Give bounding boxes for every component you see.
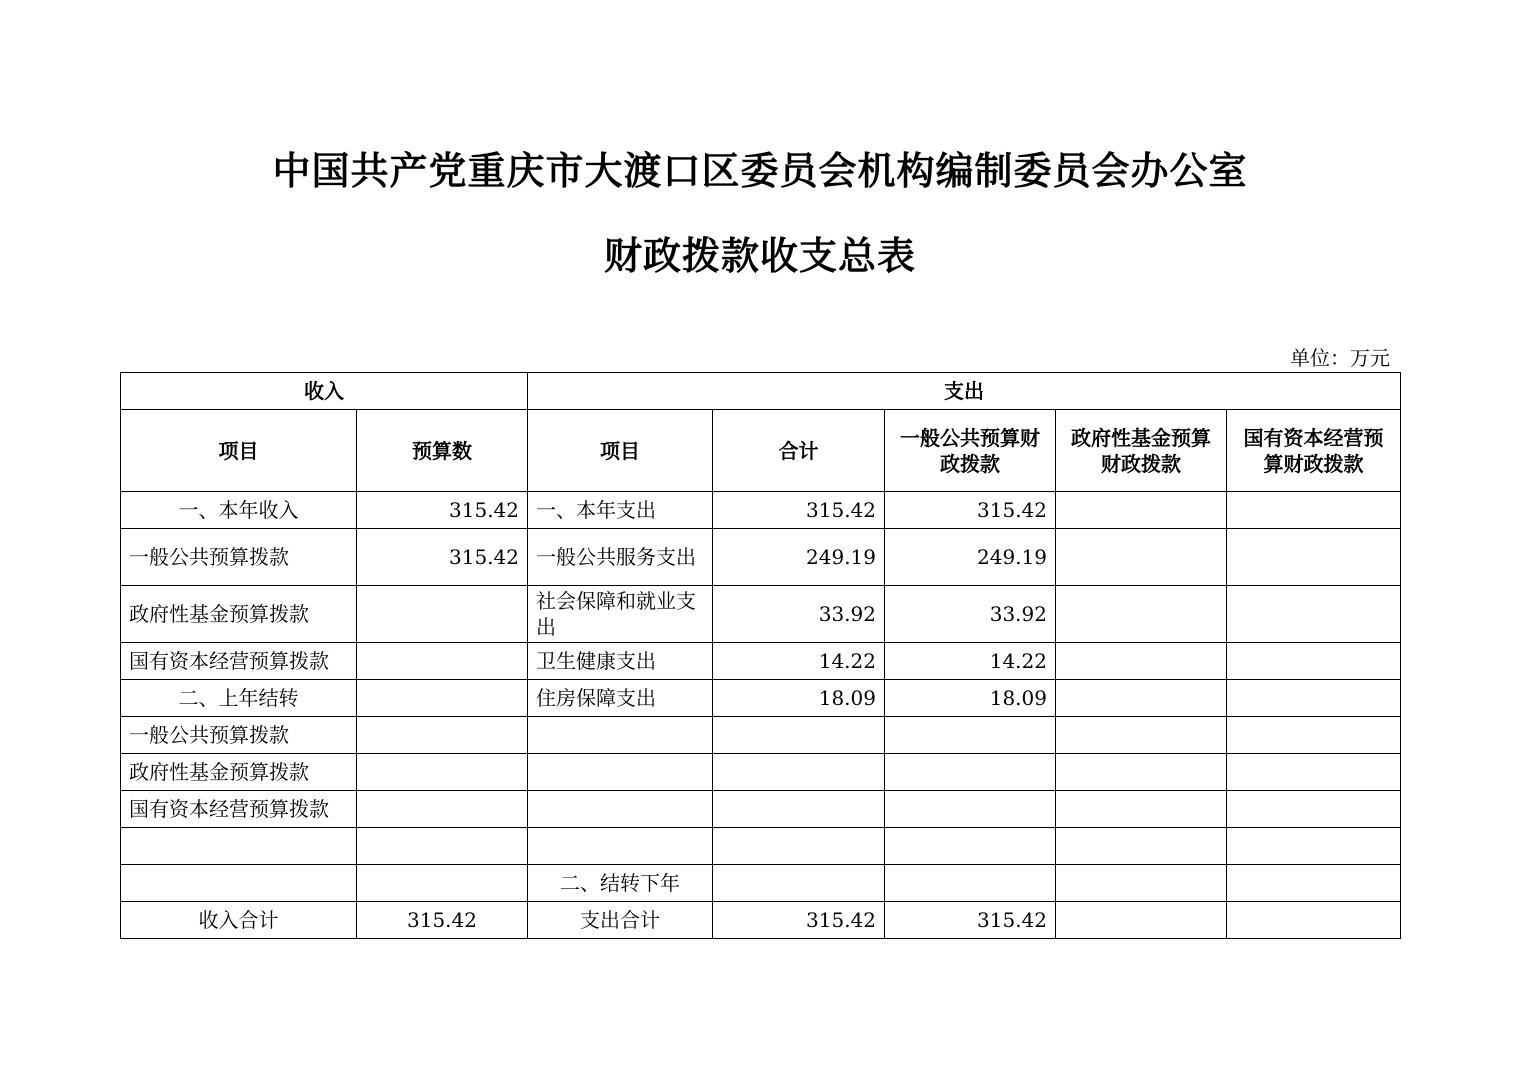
- expense-general: 14.22: [885, 643, 1056, 680]
- table-row: [121, 754, 1401, 791]
- expense-fund: [1056, 529, 1227, 586]
- expense-general: [885, 717, 1056, 754]
- expense-total-label: 支出合计: [528, 902, 713, 939]
- col-income-item: 项目: [121, 410, 357, 492]
- expense-general: 18.09: [885, 680, 1056, 717]
- expense-general: 249.19: [885, 529, 1056, 586]
- table-row: [121, 865, 1401, 902]
- expense-total: 315.42: [713, 492, 885, 529]
- expense-total: [713, 865, 885, 902]
- expense-fund: [1056, 791, 1227, 828]
- expense-total: 14.22: [713, 643, 885, 680]
- income-amount: 315.42: [357, 492, 528, 529]
- expense-fund: [1056, 680, 1227, 717]
- income-item: 政府性基金预算拨款: [121, 754, 357, 791]
- table-row: [121, 828, 1401, 865]
- expense-fund: [1056, 828, 1227, 865]
- expense-item: 住房保障支出: [528, 680, 713, 717]
- expense-total: [713, 717, 885, 754]
- expense-fund: [1056, 754, 1227, 791]
- expense-capital: [1227, 586, 1401, 643]
- expense-total: 33.92: [713, 586, 885, 643]
- expense-capital: [1227, 492, 1401, 529]
- income-item: 国有资本经营预算拨款: [121, 791, 357, 828]
- expense-item: 社会保障和就业支出: [528, 586, 713, 643]
- expense-capital: [1227, 529, 1401, 586]
- expense-item: [528, 828, 713, 865]
- expense-general: [885, 865, 1056, 902]
- col-budget: 预算数: [357, 410, 528, 492]
- expense-capital: [1227, 680, 1401, 717]
- expense-fund: [1056, 586, 1227, 643]
- table-row: [121, 586, 1401, 643]
- income-amount: [357, 586, 528, 643]
- col-total: 合计: [713, 410, 885, 492]
- budget-summary-table: [120, 372, 1401, 939]
- document-title: 中国共产党重庆市大渡口区委员会机构编制委员会办公室: [272, 148, 1248, 193]
- expense-fund: [1056, 717, 1227, 754]
- income-amount: [357, 754, 528, 791]
- expense-item: 一、本年支出: [528, 492, 713, 529]
- income-amount: [357, 865, 528, 902]
- expense-general: [885, 791, 1056, 828]
- income-amount: [357, 643, 528, 680]
- expense-total: [713, 828, 885, 865]
- income-total-label: 收入合计: [121, 902, 357, 939]
- col-capital-budget: 国有资本经营预算财政拨款: [1227, 410, 1401, 492]
- table-row: [121, 680, 1401, 717]
- expense-fund: [1056, 865, 1227, 902]
- unit-label: 单位：万元: [1290, 346, 1390, 370]
- income-item: [121, 828, 357, 865]
- income-item: 一般公共预算拨款: [121, 717, 357, 754]
- expense-item: 卫生健康支出: [528, 643, 713, 680]
- table-row: [121, 529, 1401, 586]
- income-amount: [357, 791, 528, 828]
- expense-header: 支出: [528, 373, 1401, 410]
- expense-total: [713, 791, 885, 828]
- income-amount: [357, 828, 528, 865]
- table-row-total: [121, 902, 1401, 939]
- document-subtitle: 财政拨款收支总表: [603, 233, 916, 278]
- income-item: 一、本年收入: [121, 492, 357, 529]
- expense-general: [885, 828, 1056, 865]
- expense-item: [528, 754, 713, 791]
- table-row: [121, 643, 1401, 680]
- income-amount: 315.42: [357, 529, 528, 586]
- income-item: 二、上年结转: [121, 680, 357, 717]
- expense-capital: [1227, 828, 1401, 865]
- expense-item: 二、结转下年: [528, 865, 713, 902]
- expense-total: 249.19: [713, 529, 885, 586]
- expense-general: 315.42: [885, 902, 1056, 939]
- expense-fund: [1056, 643, 1227, 680]
- expense-capital: [1227, 754, 1401, 791]
- expense-total: [713, 754, 885, 791]
- expense-capital: [1227, 865, 1401, 902]
- col-expense-item: 项目: [528, 410, 713, 492]
- expense-fund: [1056, 492, 1227, 529]
- expense-general: [885, 754, 1056, 791]
- col-general-budget: 一般公共预算财政拨款: [885, 410, 1056, 492]
- table-row: [121, 791, 1401, 828]
- income-total-amount: 315.42: [357, 902, 528, 939]
- expense-capital: [1227, 902, 1401, 939]
- expense-total: 315.42: [713, 902, 885, 939]
- expense-general: 315.42: [885, 492, 1056, 529]
- income-item: [121, 865, 357, 902]
- income-header: 收入: [121, 373, 528, 410]
- expense-capital: [1227, 791, 1401, 828]
- income-amount: [357, 680, 528, 717]
- income-item: 一般公共预算拨款: [121, 529, 357, 586]
- expense-capital: [1227, 717, 1401, 754]
- col-fund-budget: 政府性基金预算财政拨款: [1056, 410, 1227, 492]
- income-amount: [357, 717, 528, 754]
- expense-fund: [1056, 902, 1227, 939]
- table-row: [121, 492, 1401, 529]
- table-row: [121, 717, 1401, 754]
- income-item: 政府性基金预算拨款: [121, 586, 357, 643]
- expense-total: 18.09: [713, 680, 885, 717]
- expense-item: [528, 791, 713, 828]
- expense-capital: [1227, 643, 1401, 680]
- expense-item: [528, 717, 713, 754]
- expense-item: 一般公共服务支出: [528, 529, 713, 586]
- income-item: 国有资本经营预算拨款: [121, 643, 357, 680]
- expense-general: 33.92: [885, 586, 1056, 643]
